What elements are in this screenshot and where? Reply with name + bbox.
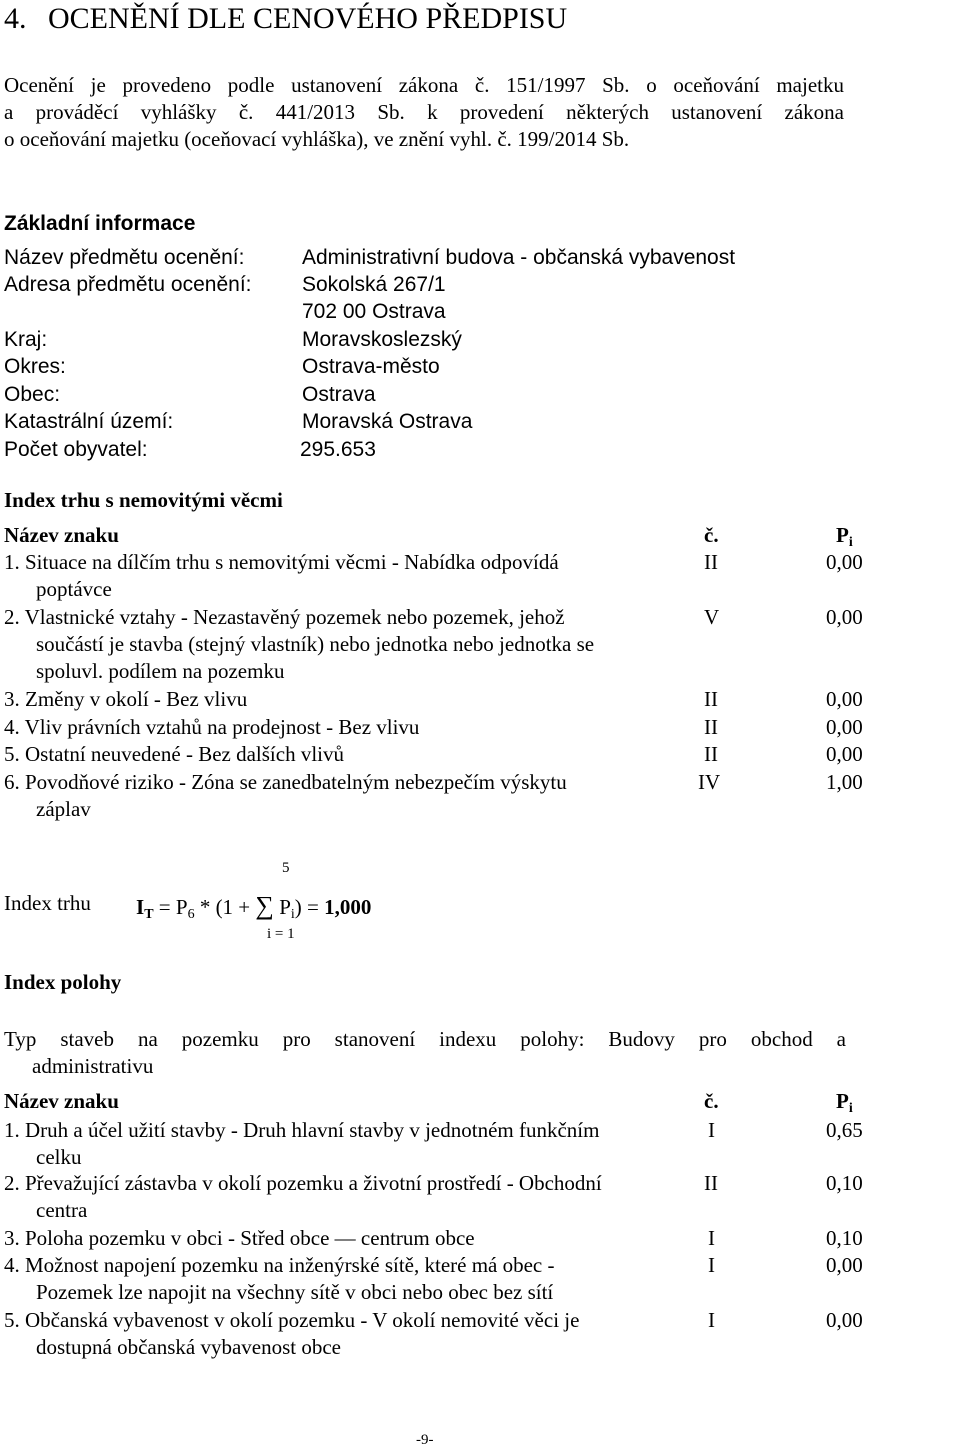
location-index-intro	[4, 1026, 846, 1080]
row-text: 1. Druh a účel užití stavby - Druh hlavní stavby v jednotném funkčním	[4, 1118, 600, 1142]
row-value: 0,10	[826, 1171, 863, 1195]
info-label: Název předmětu ocenění:	[4, 246, 245, 269]
table-row	[4, 741, 344, 768]
row-text: celku	[36, 1145, 82, 1169]
row-text: 5. Ostatní neuvedené - Bez dalších vlivů	[4, 742, 344, 766]
info-label: Obec:	[4, 383, 61, 406]
row-value: 0,10	[826, 1226, 863, 1250]
info-label: Adresa předmětu ocenění:	[4, 273, 252, 296]
info-label: Okres:	[4, 355, 66, 378]
row-text: 3. Změny v okolí - Bez vlivu	[4, 687, 248, 711]
sum-lower-limit: i = 1	[267, 926, 295, 942]
row-class: II	[704, 742, 718, 766]
sum-upper-limit: 5	[282, 860, 290, 876]
table-row	[4, 1225, 475, 1252]
row-value: 0,00	[826, 1308, 863, 1332]
location-index-title: Index polohy	[4, 970, 122, 994]
column-header-p: $P_i$	[836, 1089, 853, 1116]
row-class: I	[708, 1226, 715, 1250]
row-value: 1,00	[826, 770, 863, 794]
heading-title: OCENĚNÍ DLE CENOVÉHO PŘEDPISU	[48, 2, 568, 35]
row-value: 0,00	[826, 550, 863, 574]
column-header-number: č.	[704, 1089, 719, 1113]
formula-result: 1,000	[324, 895, 372, 919]
row-text: 6. Povodňové riziko - Zóna se zanedbatelným nebezpečím výskytu	[4, 770, 567, 794]
row-class: II	[704, 687, 718, 711]
sum-sign: ∑	[255, 891, 274, 920]
intro-line: Ocenění je provedeno podle ustanovení zákona č. 151/1997 Sb. o oceňování majetku	[4, 73, 844, 97]
table-row	[4, 686, 247, 713]
table-row	[4, 1252, 555, 1306]
intro-line: administrativu	[32, 1054, 154, 1078]
intro-line: Typ staveb na pozemku pro stanovení indexu polohy: Budovy pro obchod a	[4, 1027, 846, 1051]
row-text: Pozemek lze napojit na všechny sítě v obci nebo obec bez sítí	[36, 1280, 554, 1304]
row-text: 3. Poloha pozemku v obci - Střed obce — centrum obce	[4, 1226, 475, 1250]
column-header-p: $P_i$	[836, 523, 853, 550]
info-value: 702 00 Ostrava	[302, 300, 446, 323]
basic-info-title: Základní informace	[4, 212, 196, 235]
heading-number: 4.	[4, 2, 27, 35]
row-text: 1. Situace na dílčím trhu s nemovitými věcmi - Nabídka odpovídá	[4, 550, 559, 574]
row-class: II	[704, 550, 718, 574]
row-value: 0,00	[826, 715, 863, 739]
table-row	[4, 1170, 602, 1224]
formula-expression: $I_T = P_6 * (1$ + ∑ $P_i) = 1,000$	[136, 891, 372, 922]
row-text: 2. Převažující zástavba v okolí pozemku a životní prostředí - Obchodní	[4, 1171, 602, 1195]
page-number: -9-	[416, 1432, 434, 1448]
info-value: Moravská Ostrava	[302, 410, 473, 433]
table-row	[4, 714, 419, 741]
row-text: poptávce	[36, 577, 112, 601]
row-value: 0,00	[826, 605, 863, 629]
intro-line: o oceňování majetku (oceňovací vyhláška), ve znění vyhl. č. 199/2014 Sb.	[4, 127, 630, 151]
row-text: součástí je stavba (stejný vlastník) nebo jednotka nebo jednotka se	[36, 632, 595, 656]
info-value: Administrativní budova - občanská vybavenost	[302, 246, 736, 269]
row-value: 0,00	[826, 1253, 863, 1277]
row-class: I	[708, 1308, 715, 1332]
table-row	[4, 1117, 599, 1171]
table-row	[4, 604, 594, 685]
table-row	[4, 769, 567, 823]
row-class: I	[708, 1253, 715, 1277]
info-value: Ostrava	[302, 383, 376, 406]
column-header-name: Název znaku	[4, 1089, 119, 1113]
info-value: Sokolská 267/1	[302, 273, 446, 296]
info-label: Kraj:	[4, 328, 48, 351]
info-value: Moravskoslezský	[302, 328, 462, 351]
table-row	[4, 549, 559, 603]
intro-paragraph	[4, 72, 844, 153]
page-heading	[4, 2, 567, 36]
row-text: centra	[36, 1198, 88, 1222]
info-value: 295.653	[300, 438, 376, 461]
row-value: 0,00	[826, 742, 863, 766]
table-row	[4, 1307, 579, 1361]
row-value: 0,65	[826, 1118, 863, 1142]
info-label: Počet obyvatel:	[4, 438, 148, 461]
column-header-name: Název znaku	[4, 523, 119, 547]
info-label: Katastrální území:	[4, 410, 174, 433]
row-class: II	[704, 1171, 718, 1195]
row-class: I	[708, 1118, 715, 1142]
column-header-number: č.	[704, 523, 719, 547]
formula-label: Index trhu	[4, 891, 91, 915]
row-text: spoluvl. podílem na pozemku	[36, 659, 285, 683]
row-text: dostupná občanská vybavenost obce	[36, 1335, 342, 1359]
row-text: 2. Vlastnické vztahy - Nezastavěný pozemek nebo pozemek, jehož	[4, 605, 565, 629]
row-class: V	[704, 605, 720, 629]
market-index-title: Index trhu s nemovitými věcmi	[4, 488, 283, 512]
row-value: 0,00	[826, 687, 863, 711]
intro-line: a prováděcí vyhlášky č. 441/2013 Sb. k provedení některých ustanovení zákona	[4, 100, 844, 124]
info-value: Ostrava-město	[302, 355, 440, 378]
row-text: záplav	[36, 797, 91, 821]
row-class: II	[704, 715, 718, 739]
row-text: 5. Občanská vybavenost v okolí pozemku - V okolí nemovité věci je	[4, 1308, 580, 1332]
row-text: 4. Možnost napojení pozemku na inženýrské sítě, které má obec -	[4, 1253, 555, 1277]
row-text: 4. Vliv právních vztahů na prodejnost - Bez vlivu	[4, 715, 420, 739]
row-class: IV	[698, 770, 721, 794]
